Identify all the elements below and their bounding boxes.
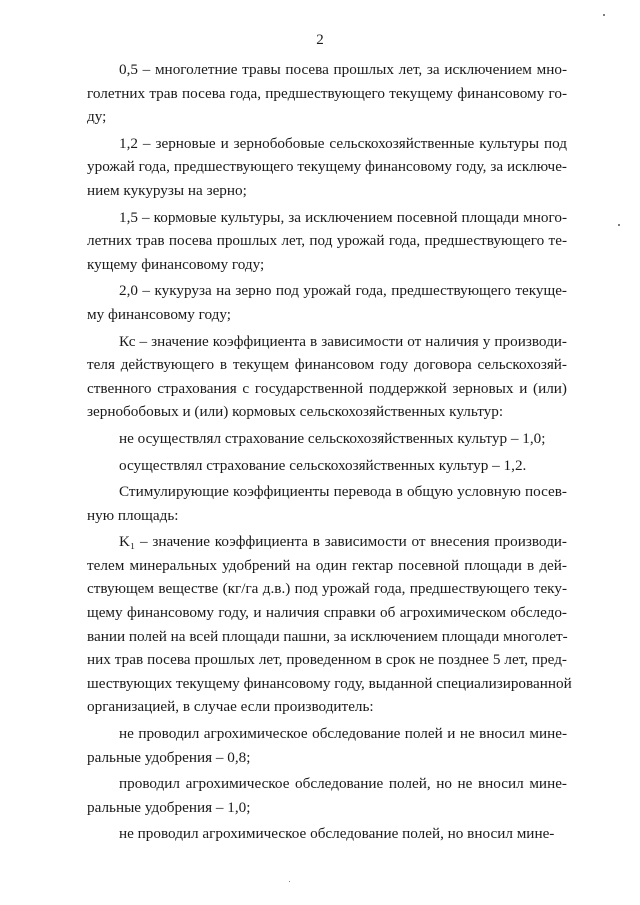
text-line: 2,0 – кукуруза на зерно под урожай года, предшествующего текуще- xyxy=(119,282,567,300)
text-line: них трав посева прошлых лет, проведенном в срок не позднее 5 лет, пред- xyxy=(87,651,567,669)
paragraph xyxy=(87,132,567,203)
text-line: 1,2 – зерновые и зернобобовые сельскохозяйственные культуры под xyxy=(119,134,567,152)
text-line: осуществлял страхование сельскохозяйственных культур – 1,2. xyxy=(119,456,527,474)
paragraph xyxy=(87,58,567,129)
text-line: ральные удобрения – 1,0; xyxy=(87,798,251,816)
text-line: летних трав посева прошлых лет, под урожай года, предшествующего те- xyxy=(87,232,567,250)
page-number: 2 xyxy=(316,32,324,48)
paragraph xyxy=(87,427,567,451)
document-body xyxy=(87,58,572,849)
text-line: ную площадь: xyxy=(87,506,179,524)
text-line: урожай года, предшествующего текущему финансовому году, за исключе- xyxy=(87,158,567,176)
text-line: Стимулирующие коэффициенты перевода в общую условную посев- xyxy=(119,483,567,501)
text-line: вании полей на всей площади пашни, за исключением площади многолет- xyxy=(87,627,568,645)
text-line: 1,5 – кормовые культуры, за исключением посевной площади много- xyxy=(119,208,567,226)
text-line: зернобобовых и (или) кормовых сельскохозяйственных культур: xyxy=(87,403,504,421)
paragraph xyxy=(87,206,567,277)
paragraph xyxy=(87,772,567,819)
text-line: не проводил агрохимическое обследование полей, но вносил мине- xyxy=(119,825,555,843)
text-line: шествующих текущему финансовому году, выданной специализированной xyxy=(87,674,572,692)
text-line: щему финансовому году, и наличия справки об агрохимическом обследо- xyxy=(87,604,567,622)
text-line: телем минеральных удобрений на один гектар посевной площади в дей- xyxy=(87,556,567,574)
text-line: проводил агрохимическое обследование полей, но не вносил мине- xyxy=(119,775,567,793)
paragraph xyxy=(87,480,567,527)
paragraph xyxy=(87,454,567,478)
paragraph xyxy=(87,279,567,326)
text-line: ральные удобрения – 0,8; xyxy=(87,748,251,766)
scan-speck xyxy=(603,14,605,16)
text-line: ственного страхования с государственной поддержкой зерновых и (или) xyxy=(87,379,567,397)
text-line: кущему финансовому году; xyxy=(87,255,265,273)
paragraph xyxy=(87,822,567,846)
text-line: теля действующего в текущем финансовом году договора сельскохозяй- xyxy=(87,356,567,374)
text-line: ду; xyxy=(87,108,107,126)
text-line: голетних трав посева года, предшествующего текущему финансовому го- xyxy=(87,84,567,102)
text-line: нием кукурузы на зерно; xyxy=(87,181,247,199)
paragraph xyxy=(87,722,567,769)
text-line: не проводил агрохимическое обследование полей и не вносил мине- xyxy=(119,725,567,743)
text-line: 0,5 – многолетние травы посева прошлых лет, за исключением мно- xyxy=(119,61,567,78)
text-line: K₁ – значение коэффициента в зависимости от внесения производи- xyxy=(119,533,567,551)
scan-speck xyxy=(618,224,620,226)
paragraph xyxy=(87,530,572,719)
paragraph xyxy=(87,330,567,424)
scan-speck xyxy=(289,881,290,882)
text-line: организацией, в случае если производитель: xyxy=(87,698,374,716)
text-line: ствующем веществе (кг/га д.в.) под урожай года, предшествующего теку- xyxy=(87,580,567,598)
text-line: не осуществлял страхование сельскохозяйственных культур – 1,0; xyxy=(119,429,546,447)
text-line: му финансовому году; xyxy=(87,305,232,323)
text-line: Кс – значение коэффициента в зависимости от наличия у производи- xyxy=(119,332,567,350)
